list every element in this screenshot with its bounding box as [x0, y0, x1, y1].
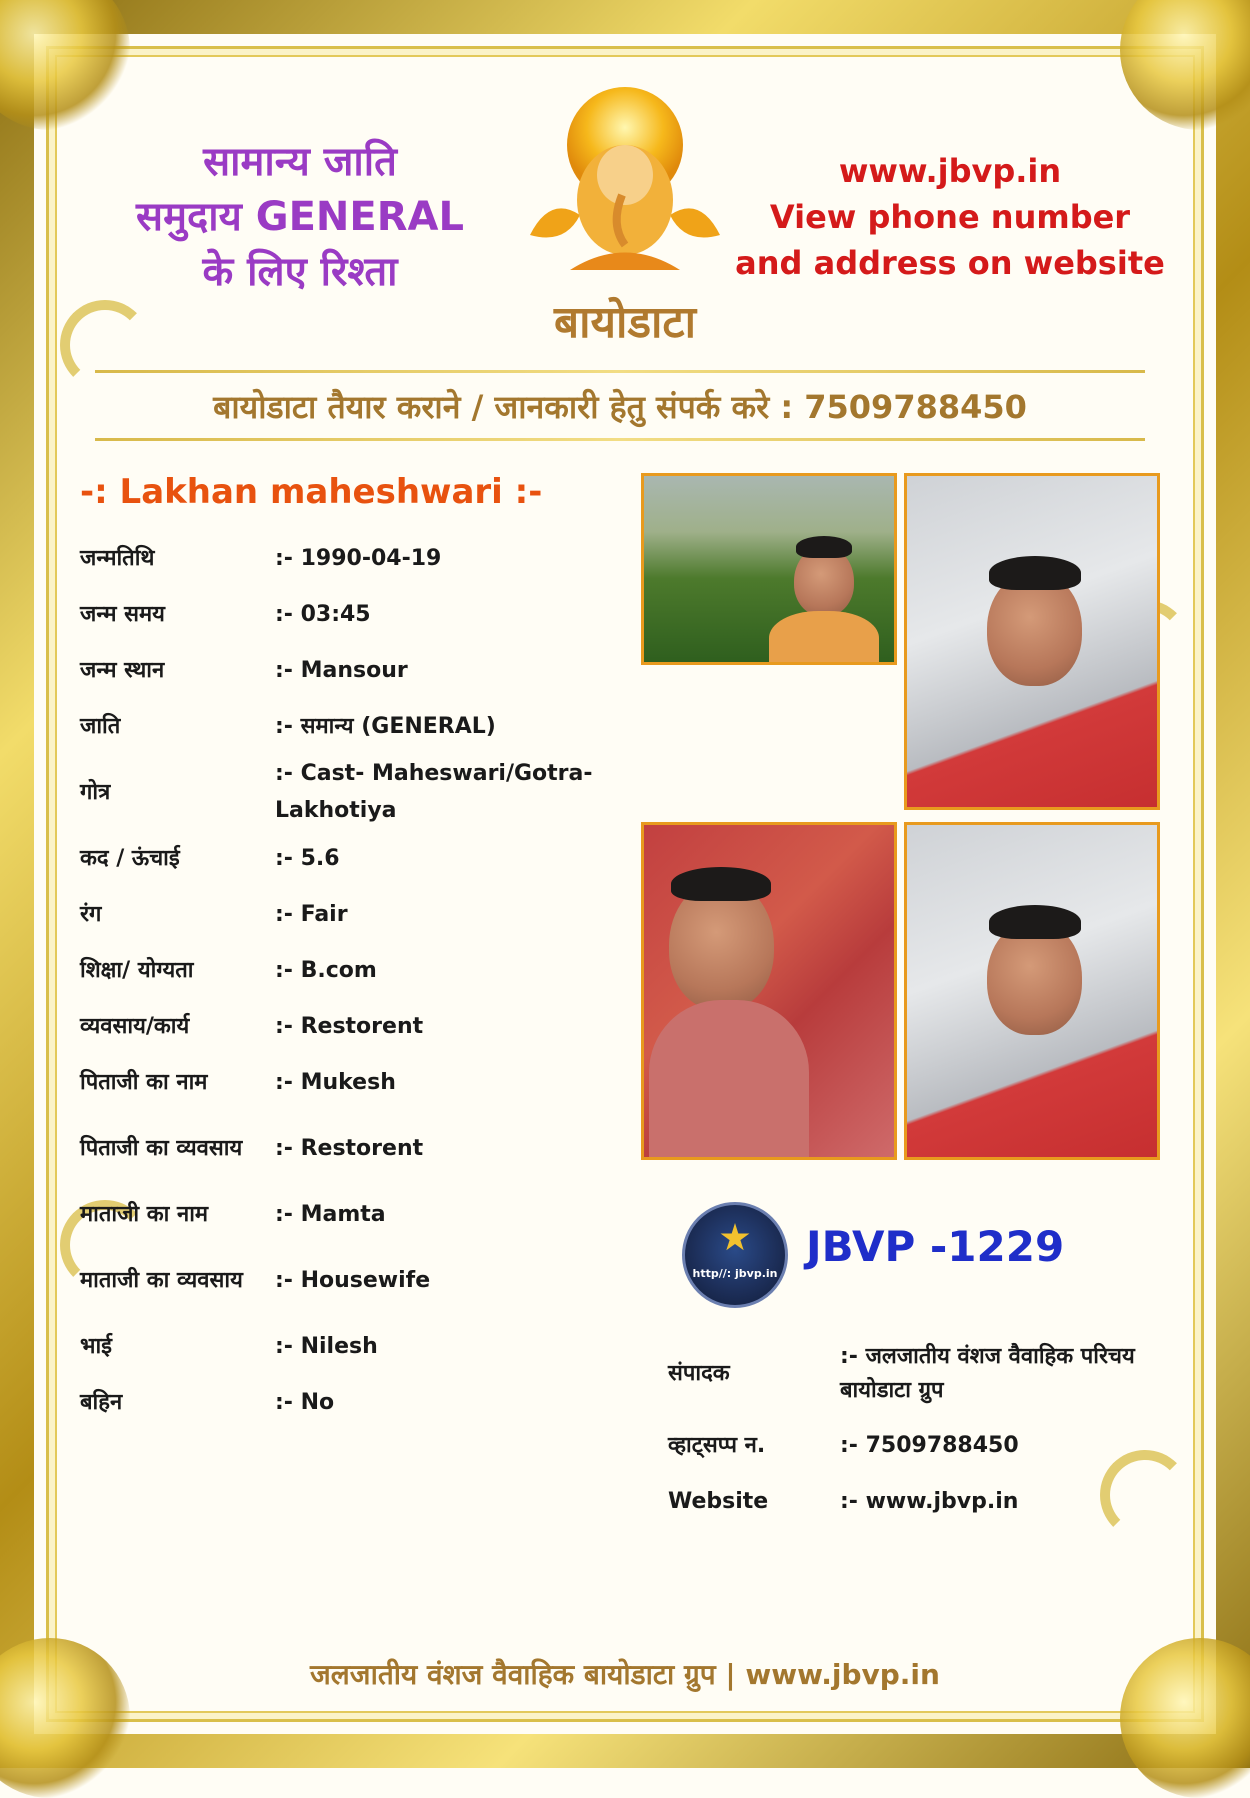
detail-value: :- 03:45 — [275, 601, 371, 627]
detail-label: व्यवसाय/कार्य — [80, 1013, 190, 1039]
detail-value: :- Restorent — [275, 1135, 424, 1161]
detail-value: :- समान्य (GENERAL) — [275, 713, 496, 739]
community-heading-line: के लिए रिश्ता — [202, 249, 398, 295]
detail-label: बहिन — [80, 1389, 123, 1415]
detail-label: जन्मतिथि — [80, 545, 155, 571]
detail-value: :- Nilesh — [275, 1333, 378, 1359]
community-heading-line: समुदाय GENERAL — [136, 194, 464, 240]
divider — [95, 370, 1145, 373]
candidate-photo[interactable] — [904, 822, 1160, 1160]
detail-row — [80, 1186, 620, 1242]
ganesha-emblem-icon — [510, 85, 740, 285]
editor-label: Website — [668, 1489, 769, 1514]
detail-value: :- Fair — [275, 901, 348, 927]
swirl-ornament-icon — [60, 300, 150, 390]
hair-shape — [989, 905, 1081, 939]
community-heading-line: सामान्य जाति — [203, 139, 397, 185]
website-notice — [730, 148, 1170, 286]
detail-row — [80, 586, 620, 642]
candidate-photo[interactable] — [904, 473, 1160, 810]
hair-shape — [796, 536, 852, 558]
detail-label: जाति — [80, 713, 121, 739]
hair-shape — [989, 556, 1081, 590]
detail-label: जन्म स्थान — [80, 657, 165, 683]
detail-label: पिताजी का नाम — [80, 1069, 208, 1095]
editor-value: :- जलजातीय वंशज वैवाहिक परिचय बायोडाटा ग्रुप — [840, 1344, 1135, 1403]
detail-value: :- Housewife — [275, 1267, 431, 1293]
detail-value: :- Cast- Maheswari/Gotra-Lakhotiya — [275, 761, 593, 823]
detail-row — [80, 942, 620, 998]
detail-value: :- Restorent — [275, 1013, 424, 1039]
detail-row — [80, 642, 620, 698]
community-heading — [110, 135, 490, 300]
detail-row — [80, 998, 620, 1054]
detail-row — [80, 530, 620, 586]
detail-row — [80, 698, 620, 754]
detail-label: माताजी का व्यवसाय — [80, 1267, 243, 1293]
editor-value[interactable]: :- www.jbvp.in — [840, 1489, 1019, 1514]
document-title: बायोडाटा — [554, 297, 696, 348]
detail-value: :- Mamta — [275, 1201, 386, 1227]
footer-line: जलजातीय वंशज वैवाहिक बायोडाटा ग्रुप | www.jbvp.in — [310, 1658, 940, 1691]
detail-label: भाई — [80, 1333, 112, 1359]
website-notice-line[interactable]: www.jbvp.in — [838, 152, 1062, 190]
editor-value: :- 7509788450 — [840, 1433, 1019, 1458]
divider — [95, 438, 1145, 441]
shirt-shape — [649, 1000, 809, 1160]
detail-row — [80, 886, 620, 942]
candidate-photo[interactable] — [641, 822, 897, 1160]
editor-row — [668, 1330, 1168, 1418]
editor-info-table — [668, 1330, 1168, 1530]
jbvp-logo — [682, 1202, 788, 1308]
logo-star-icon — [720, 1223, 750, 1253]
detail-row — [80, 830, 620, 886]
website-notice-line: and address on website — [735, 244, 1165, 282]
detail-label: गोत्र — [80, 779, 111, 805]
editor-label: व्हाट्सप्प न. — [668, 1433, 766, 1458]
detail-row — [80, 1318, 620, 1374]
contact-line: बायोडाटा तैयार कराने / जानकारी हेतु संपर्क करे : 7509788450 — [213, 388, 1027, 426]
profile-details-table — [80, 530, 620, 1430]
detail-label: जन्म समय — [80, 601, 165, 627]
detail-value: :- 5.6 — [275, 845, 340, 871]
detail-value: :- Mansour — [275, 657, 408, 683]
editor-row — [668, 1418, 1168, 1474]
candidate-photo[interactable] — [641, 473, 897, 665]
candidate-name: -: Lakhan maheshwari :- — [80, 472, 543, 512]
editor-row — [668, 1474, 1168, 1530]
detail-label: पिताजी का व्यवसाय — [80, 1135, 243, 1161]
detail-label: कद / ऊंचाई — [80, 845, 180, 871]
website-notice-line: View phone number — [769, 198, 1131, 236]
detail-row — [80, 1374, 620, 1430]
editor-label: संपादक — [668, 1361, 730, 1386]
detail-label: माताजी का नाम — [80, 1201, 209, 1227]
detail-label: शिक्षा/ योग्यता — [80, 957, 194, 983]
registration-id: JBVP -1229 — [806, 1222, 1065, 1271]
detail-value: :- No — [275, 1389, 335, 1415]
detail-row — [80, 1054, 620, 1110]
hair-shape — [671, 867, 771, 901]
detail-row — [80, 1242, 620, 1318]
detail-value: :- Mukesh — [275, 1069, 396, 1095]
detail-row — [80, 754, 620, 830]
detail-label: रंग — [80, 901, 102, 927]
detail-value: :- 1990-04-19 — [275, 545, 442, 571]
detail-value: :- B.com — [275, 957, 377, 983]
shirt-shape — [769, 611, 879, 665]
logo-text: http//: jbvp.in — [692, 1267, 778, 1280]
detail-row — [80, 1110, 620, 1186]
